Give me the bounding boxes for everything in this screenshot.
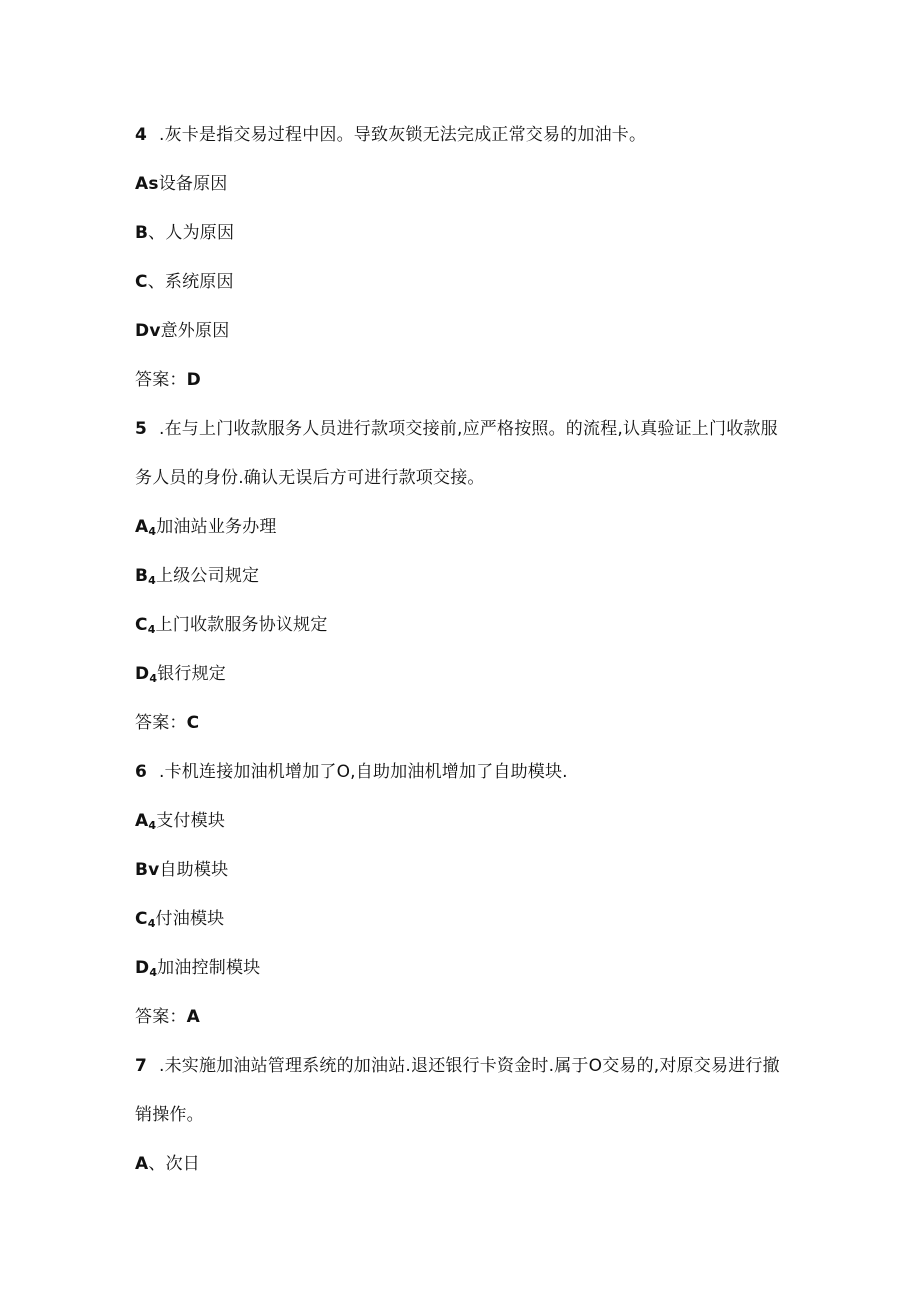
option-a: $A_4$支付模块 — [135, 811, 226, 832]
option-d: $D_4$银行规定 — [135, 664, 226, 685]
question-number: 4 — [135, 125, 148, 145]
option-a: As设备原因 — [135, 174, 228, 194]
option-b: $B_4$上级公司规定 — [135, 566, 260, 587]
question-7-stem-cont: 销操作。 — [135, 1105, 204, 1125]
option-d: $D_4$加油控制模块 — [135, 958, 261, 979]
question-5-stem — [135, 418, 778, 440]
option-d: Dv意外原因 — [135, 321, 230, 341]
question-text: .卡机连接加油机增加了O,自助加油机增加了自助模块. — [159, 762, 568, 782]
option-a: A、次日 — [135, 1154, 200, 1174]
question-text: .未实施加油站管理系统的加油站.退还银行卡资金时.属于O交易的,对原交易进行撤 — [159, 1056, 780, 1076]
question-number: 6 — [135, 762, 148, 782]
option-a: $A_4$加油站业务办理 — [135, 517, 277, 538]
question-6-stem — [135, 761, 568, 783]
option-b: B、人为原因 — [135, 223, 235, 243]
answer: 答案：A — [135, 1007, 200, 1027]
question-number: 7 — [135, 1056, 148, 1076]
answer-value: A — [186, 1007, 200, 1027]
answer-value: C — [186, 713, 200, 733]
answer-value: D — [186, 370, 201, 390]
option-c: $C_4$付油模块 — [135, 909, 225, 930]
answer: 答案：C — [135, 713, 200, 733]
option-c: C、系统原因 — [135, 272, 234, 292]
answer: 答案：D — [135, 370, 201, 390]
question-number: 5 — [135, 419, 148, 439]
question-7-stem — [135, 1055, 780, 1077]
question-text: .灰卡是指交易过程中因。导致灰锁无法完成正常交易的加油卡。 — [159, 125, 647, 145]
question-5-stem-cont: 务人员的身份.确认无误后方可进行款项交接。 — [135, 468, 485, 488]
option-b: Bv自助模块 — [135, 860, 229, 880]
question-text: .在与上门收款服务人员进行款项交接前,应严格按照。的流程,认真验证上门收款服 — [159, 419, 778, 439]
option-c: $C_4$上门收款服务协议规定 — [135, 615, 328, 636]
question-4-stem — [135, 124, 646, 146]
